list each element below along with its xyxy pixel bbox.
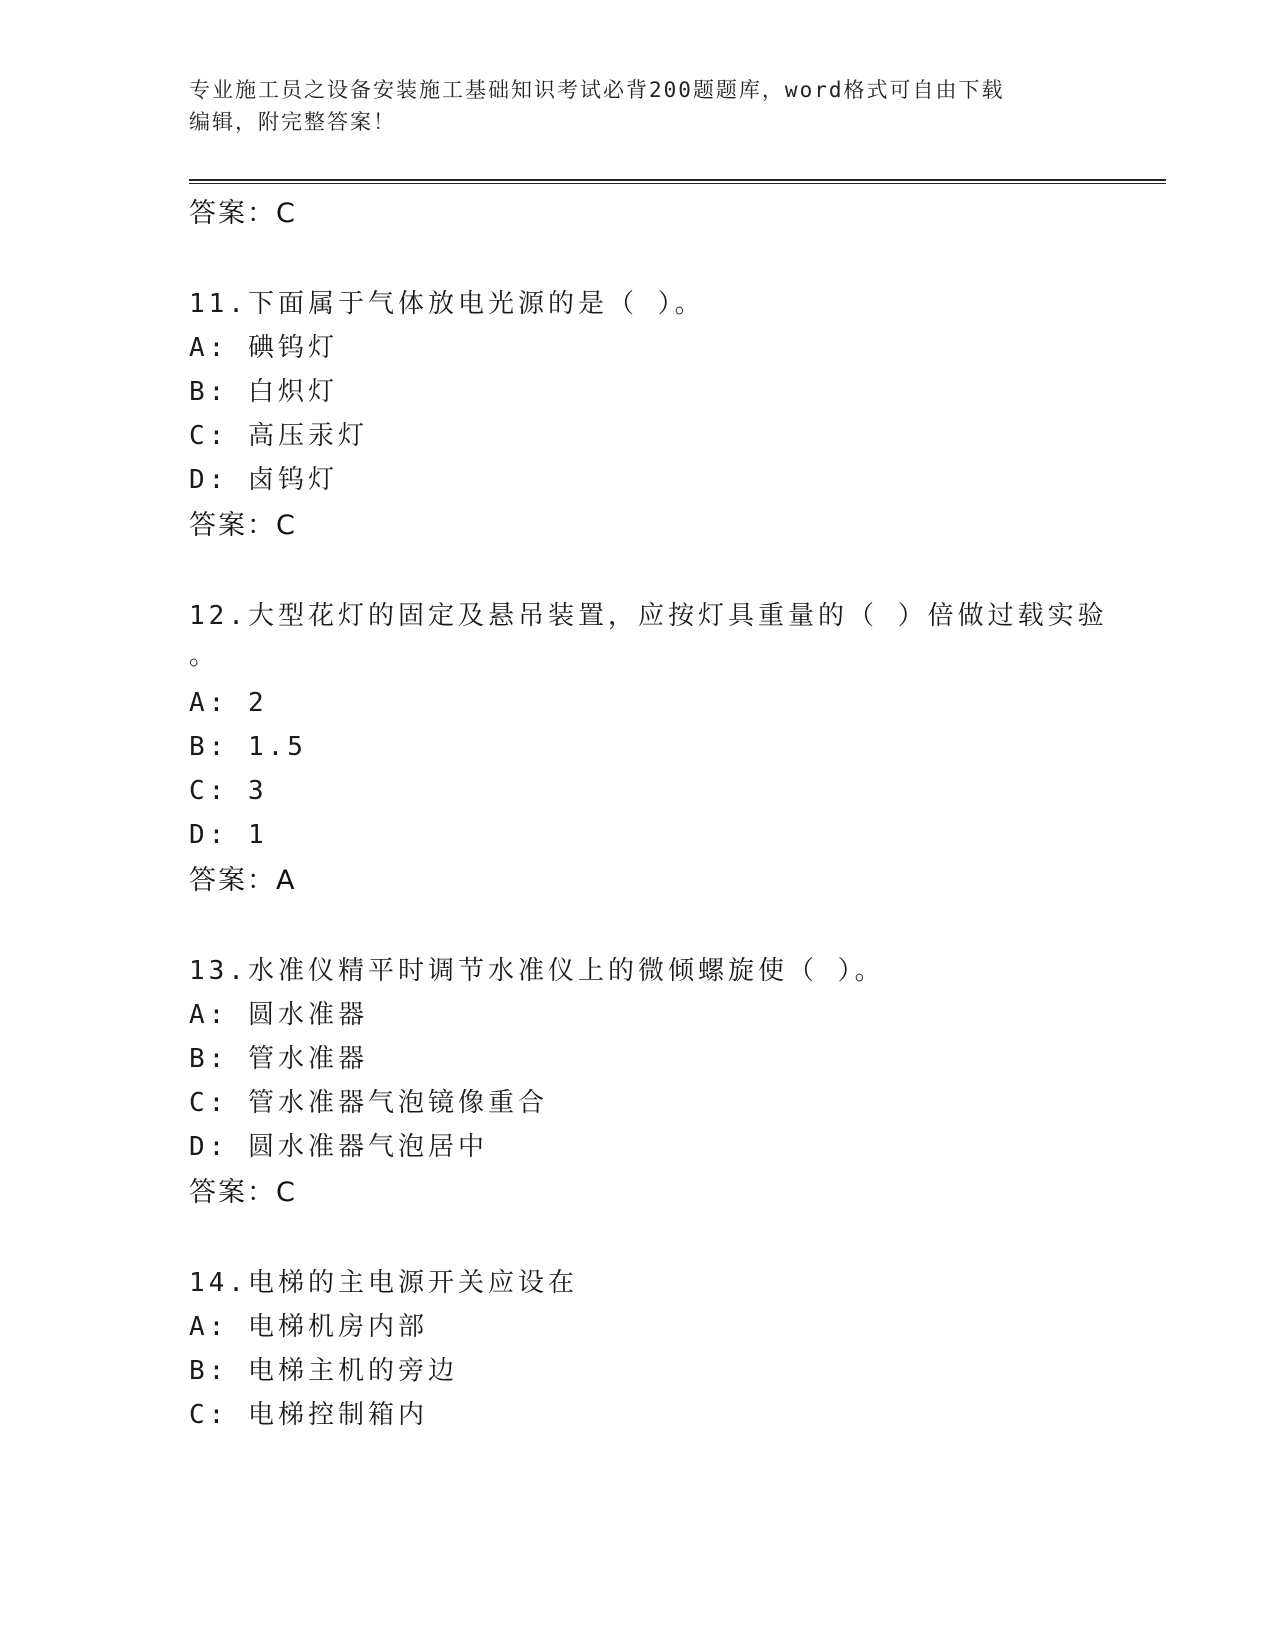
option-d: D: 卤钨灯 (189, 465, 338, 495)
header-line-1: 专业施工员之设备安装施工基础知识考试必背200题题库，word格式可自由下载 (189, 78, 1005, 102)
option-a: A: 圆水准器 (189, 1000, 368, 1030)
option-c: C: 管水准器气泡镜像重合 (189, 1088, 548, 1118)
option-a: A: 电梯机房内部 (189, 1312, 428, 1342)
question-stem: 13.水准仪精平时调节水准仪上的微倾螺旋使（ ）。 (189, 956, 885, 986)
option-d: D: 1 (189, 820, 268, 850)
page-header (189, 74, 1089, 138)
question-stem: 14.电梯的主电源开关应设在 (189, 1268, 578, 1298)
question-stem-continuation: 。 (189, 641, 220, 671)
answer-line: 答案：C (189, 510, 297, 541)
option-b: B: 白炽灯 (189, 377, 338, 407)
option-c: C: 3 (189, 776, 268, 806)
question-stem: 12.大型花灯的固定及悬吊装置，应按灯具重量的（ ）倍做过载实验 (189, 601, 1108, 631)
answer-line: 答案：C (189, 198, 297, 229)
answer-line: 答案：C (189, 1177, 297, 1208)
header-line-2: 编辑，附完整答案！ (189, 110, 396, 134)
option-b: B: 1.5 (189, 732, 307, 762)
header-divider (189, 179, 1166, 184)
question-stem: 11.下面属于气体放电光源的是（ ）。 (189, 289, 705, 319)
answer-line: 答案：A (189, 865, 297, 896)
option-c: C: 高压汞灯 (189, 421, 368, 451)
option-b: B: 电梯主机的旁边 (189, 1356, 458, 1386)
option-a: A: 2 (189, 688, 268, 718)
option-b: B: 管水准器 (189, 1044, 368, 1074)
option-a: A: 碘钨灯 (189, 333, 338, 363)
option-d: D: 圆水准器气泡居中 (189, 1132, 488, 1162)
option-c: C: 电梯控制箱内 (189, 1400, 428, 1430)
